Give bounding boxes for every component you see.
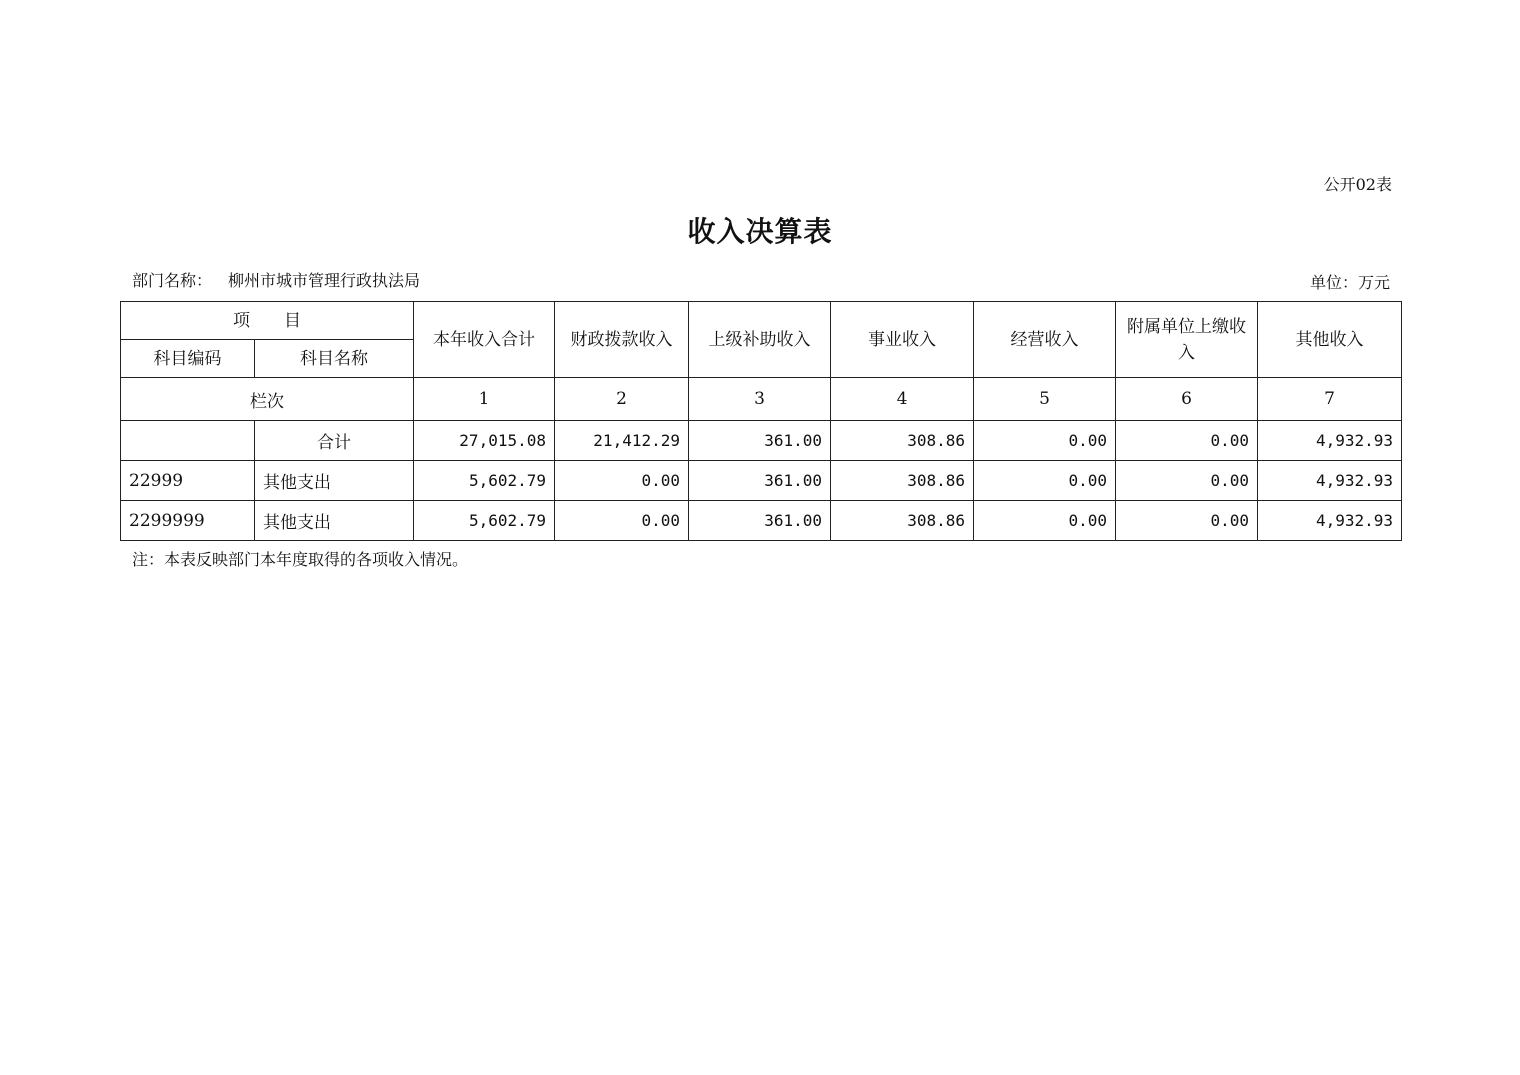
row-value: 361.00 <box>689 421 831 461</box>
row-value: 361.00 <box>689 501 831 541</box>
department-line <box>132 268 420 291</box>
header-other: 其他收入 <box>1258 302 1402 378</box>
row-value: 308.86 <box>831 421 974 461</box>
header-affiliated: 附属单位上缴收入 <box>1116 302 1258 378</box>
header-superior: 上级补助收入 <box>689 302 831 378</box>
header-operating: 经营收入 <box>974 302 1116 378</box>
row-code: 2299999 <box>121 501 255 541</box>
sequence-cell: 2 <box>555 378 689 421</box>
row-value: 27,015.08 <box>414 421 555 461</box>
row-value: 308.86 <box>831 501 974 541</box>
sequence-cell: 7 <box>1258 378 1402 421</box>
row-name: 其他支出 <box>255 501 414 541</box>
row-value: 4,932.93 <box>1258 461 1402 501</box>
header-project: 项 目 <box>121 302 414 340</box>
unit-label: 单位：万元 <box>1309 273 1390 292</box>
report-title: 收入决算表 <box>687 215 833 248</box>
form-number: 公开02表 <box>1323 175 1392 194</box>
row-value: 308.86 <box>831 461 974 501</box>
table-note: 注：本表反映部门本年度取得的各项收入情况。 <box>132 550 469 569</box>
header-subject-name: 科目名称 <box>255 340 414 378</box>
sequence-cell: 5 <box>974 378 1116 421</box>
row-value: 0.00 <box>974 421 1116 461</box>
sequence-cell: 1 <box>414 378 555 421</box>
table-row <box>121 461 1402 501</box>
sequence-cell: 4 <box>831 378 974 421</box>
department-name: 柳州市城市管理行政执法局 <box>228 271 421 290</box>
table-row-total <box>121 421 1402 461</box>
sequence-cell: 3 <box>689 378 831 421</box>
header-row-1 <box>121 302 1402 340</box>
sequence-label: 栏次 <box>121 378 414 421</box>
row-value: 21,412.29 <box>555 421 689 461</box>
row-value: 361.00 <box>689 461 831 501</box>
header-subject-code: 科目编码 <box>121 340 255 378</box>
department-label: 部门名称： <box>132 271 213 290</box>
row-name: 合计 <box>255 421 414 461</box>
header-business: 事业收入 <box>831 302 974 378</box>
row-value: 4,932.93 <box>1258 421 1402 461</box>
sequence-cell: 6 <box>1116 378 1258 421</box>
row-code <box>121 421 255 461</box>
table-row <box>121 501 1402 541</box>
row-value: 0.00 <box>1116 421 1258 461</box>
row-value: 0.00 <box>555 461 689 501</box>
row-value: 0.00 <box>555 501 689 541</box>
income-table <box>120 301 1402 541</box>
row-value: 4,932.93 <box>1258 501 1402 541</box>
row-value: 0.00 <box>974 501 1116 541</box>
row-code: 22999 <box>121 461 255 501</box>
sequence-row <box>121 378 1402 421</box>
row-value: 5,602.79 <box>414 461 555 501</box>
row-value: 5,602.79 <box>414 501 555 541</box>
row-value: 0.00 <box>1116 501 1258 541</box>
header-total: 本年收入合计 <box>414 302 555 378</box>
header-fiscal: 财政拨款收入 <box>555 302 689 378</box>
row-value: 0.00 <box>1116 461 1258 501</box>
row-value: 0.00 <box>974 461 1116 501</box>
row-name: 其他支出 <box>255 461 414 501</box>
